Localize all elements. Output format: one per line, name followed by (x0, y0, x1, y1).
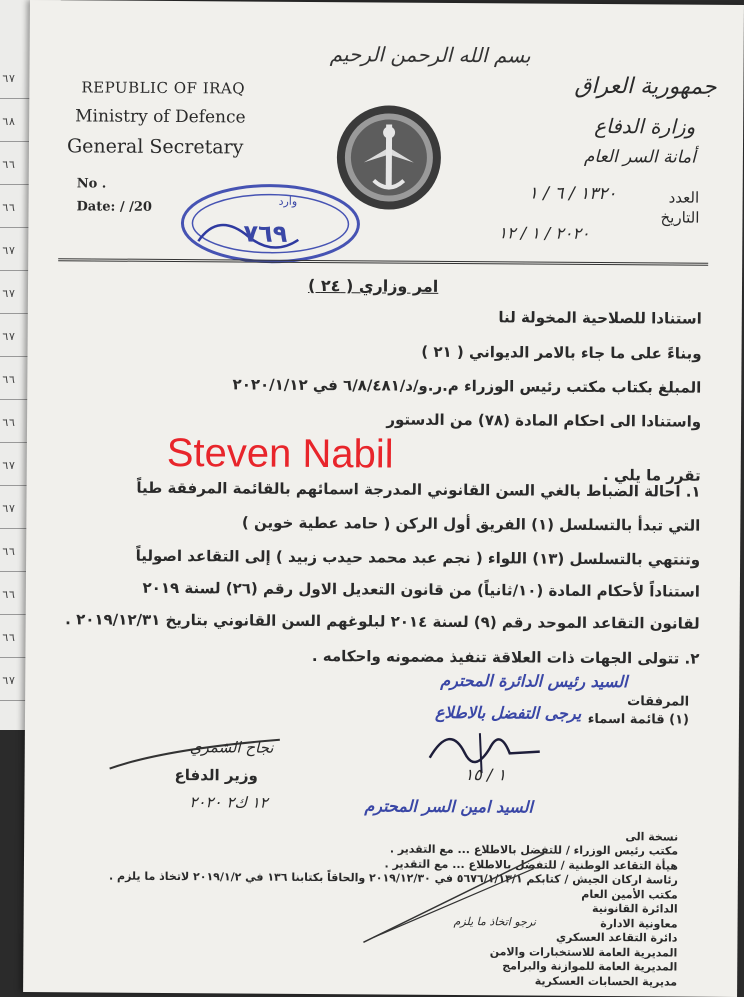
age-cell: ٦٦ (2, 201, 16, 214)
age-cell: ٦٧ (2, 502, 16, 515)
signatory-date: ١٢ ك٢ ٢٠٢٠ (189, 793, 268, 812)
signatory-title: وزير الدفاع (174, 766, 258, 785)
annotation-handwritten-date: ١ / ١٥ (464, 765, 507, 785)
copy-recipient: المديرية العامة للموازنة والبرامج (502, 959, 678, 974)
copy-recipient: دائرة التقاعد العسكري (555, 930, 678, 945)
signatory-name: نجاح الشمري (189, 738, 274, 757)
header-date-en: Date: / /20 (76, 199, 153, 215)
basmala: بسم الله الرحمن الرحيم (329, 42, 531, 68)
header-number-value-ar: ١٣٢٠ / ٦ / ١ (528, 183, 617, 205)
preamble-line-1: استنادا للصلاحية المخولة لنا (498, 308, 702, 328)
header-country-en: REPUBLIC OF IRAQ (81, 78, 246, 98)
age-cell: ٦٧ (2, 459, 16, 472)
header-date-value-ar: ٢٠٢٠ / ١ / ١٢ (498, 223, 590, 243)
header-office-ar: أمانة السر العام (583, 146, 696, 168)
header-divider (58, 258, 708, 266)
routing-scribble (353, 842, 554, 953)
age-cell: ٦٧ (2, 674, 16, 687)
age-cell: ٦٦ (2, 416, 16, 429)
header-country-ar: جمهورية العراق (574, 73, 717, 100)
stamp-label: وارد (278, 194, 298, 208)
age-cell: ٦٨ (2, 115, 16, 128)
copy-recipient: المديرية العامة للاستخبارات والامن (489, 944, 678, 960)
header-ministry-en: Ministry of Defence (75, 106, 246, 128)
preamble-line-4: واستنادا الى احكام المادة (٧٨) من الدستور (386, 410, 702, 431)
attachments-item: (١) قائمة اسماء (587, 711, 690, 728)
attachments-label: المرفقات (627, 694, 690, 710)
annotation-director: السيد رئيس الدائرة المحترم (440, 670, 628, 692)
copy-recipient: رئاسة اركان الجيش / كتابكم ٥٦٧٦/١/١٣/١ في ٢٠١٩/١٢/٣٠ والحاقاً بكتابنا ١٣٦ في ٢٠١٩/١/٢ لاتخاذ ما يلزم . (108, 869, 678, 887)
header-number-label-ar: العدد (668, 188, 700, 207)
copies-note: نرجو اتخاذ ما يلزم (453, 914, 537, 929)
order-item-1-line-3: وتنتهي بالتسلسل (١٣) اللواء ( نجم عبد محمد حيدب زبيد ) إلى التقاعد اصولياً (135, 546, 701, 569)
age-cell: ٦٧ (2, 244, 16, 257)
stamp-number: ٧٦٩ (243, 219, 288, 248)
copy-recipient: مكتب رئيس الوزراء / للتفضل بالاطلاع ... مع التقدير . (389, 842, 679, 858)
order-item-2: ٢. تتولى الجهات ذات العلاقة تنفيذ مضمونه واحكامه . (311, 646, 700, 668)
age-cell: ٦٧ (2, 287, 16, 300)
copy-recipient: هيأة التقاعد الوطنية / للتفضل بالاطلاع ... مع التقدير . (384, 856, 679, 873)
age-cell: ٦٧ (2, 72, 16, 85)
copy-recipient: مكتب الأمين العام (581, 887, 678, 902)
age-cell: ٦٦ (2, 588, 16, 601)
copies-label: نسخة الى (625, 830, 679, 844)
order-item-1-line-1: ١. احالة الضباط بالغي السن القانوني المدرجة اسمائهم بالقائمة المرفقة طياً (136, 478, 701, 501)
copy-recipient: الدائرة القانونية (592, 901, 678, 916)
header-number-en: No . (76, 176, 107, 192)
copy-recipient: معاونية الادارة (600, 916, 678, 931)
annotation-please-review: يرجى التفضل بالاطلاع (434, 702, 582, 723)
annotation-secretary: السيد امين السر المحترم (364, 796, 533, 817)
preamble-line-3: المبلغ بكتاب مكتب رئيس الوزراء م.ر.و/د/٦/٨/٤٨١ في ٢٠٢٠/١/١٢ (232, 375, 702, 397)
copy-recipient: مديرية الحسابات العسكرية (534, 974, 678, 989)
age-cell: ٦٦ (2, 373, 16, 386)
ministerial-order-document (23, 0, 744, 997)
header-office-en: General Secretary (66, 135, 244, 159)
order-title: امر وزاري ( ٢٤ ) (307, 275, 439, 296)
age-cell: ٦٧ (2, 330, 16, 343)
age-cell: ٦٦ (2, 158, 16, 171)
order-item-1-line-5: لقانون التقاعد الموحد رقم (٩) لسنة ٢٠١٤ لبلوغهم السن القانوني بتاريخ ٢٠١٩/١٢/٣١ . (65, 610, 700, 633)
age-cell: ٦٦ (2, 631, 16, 644)
header-date-label-ar: التاريخ (660, 208, 700, 227)
order-item-1-line-2: التي تبدأ بالتسلسل (١) الفريق أول الركن ( حامد عطية خوين ) (241, 513, 701, 535)
watermark-text: Steven Nabil (166, 430, 394, 477)
order-item-1-line-4: استناداً لأحكام المادة (١٠/ثانياً) من قانون التعديل الاول رقم (٢٦) لسنة ٢٠١٩ (142, 578, 700, 601)
preamble-line-2: وبناءً على ما جاء بالامر الديواني ( ٢١ ) (421, 342, 702, 363)
age-cell: ٦٦ (2, 545, 16, 558)
header-ministry-ar: وزارة الدفاع (594, 113, 696, 139)
preamble-line-5: تقرر ما يلي . (603, 466, 701, 485)
